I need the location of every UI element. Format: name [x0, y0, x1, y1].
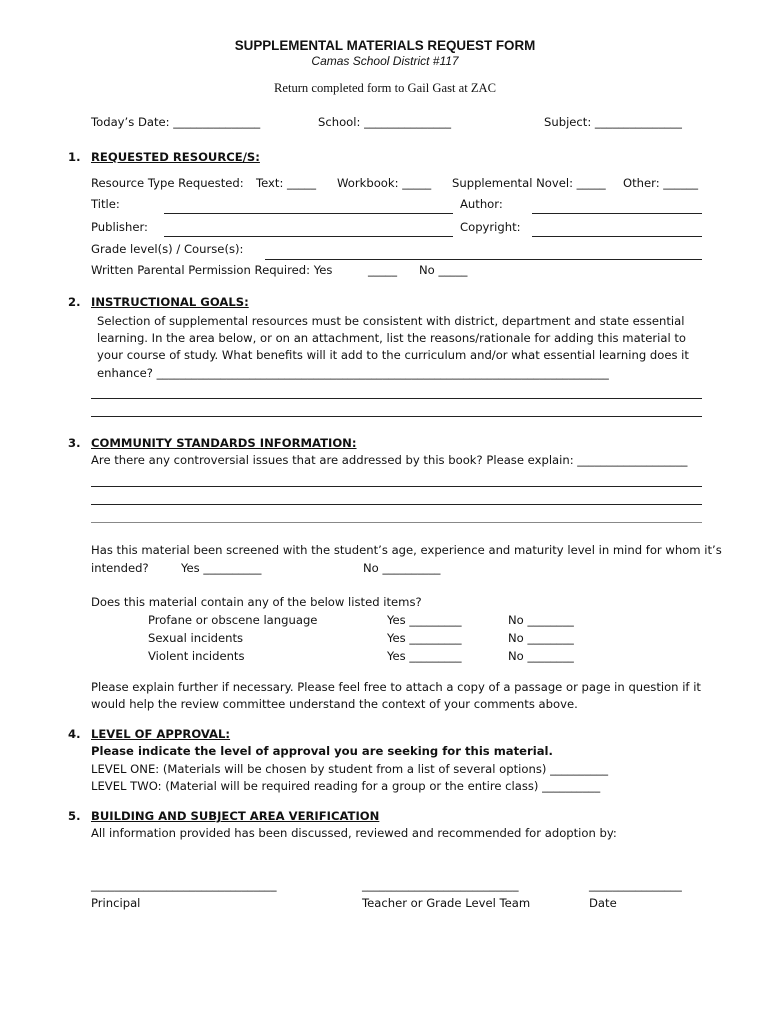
principal-signature-line[interactable]: ________________________________ — [91, 878, 277, 892]
permission-label: Written Parental Permission Required: Yes — [91, 263, 333, 277]
verification-statement: All information provided has been discussed, reviewed and recommended for adoption by: — [91, 826, 617, 840]
publisher-input-line[interactable] — [164, 236, 453, 237]
item-yes-field[interactable]: Yes _________ — [387, 649, 462, 663]
item-no-field[interactable]: No ________ — [508, 649, 574, 663]
school-field[interactable]: School: _______________ — [318, 115, 452, 129]
goals-text-line-3: your course of study. What benefits will it add to the curriculum and/or what essential learning does it — [97, 348, 689, 362]
goals-answer-line[interactable] — [91, 416, 702, 417]
goals-enhance-field[interactable]: enhance? ______________________________________________________________________________ — [97, 366, 609, 380]
controversial-question-field[interactable]: Are there any controversial issues that are addressed by this book? Please explain: ___________________ — [91, 453, 688, 467]
screened-intended-label: intended? — [91, 561, 149, 575]
item-label: Sexual incidents — [148, 631, 244, 645]
workbook-option-field[interactable]: Workbook: _____ — [337, 176, 432, 190]
date-signature-line[interactable]: ________________ — [589, 878, 682, 892]
district-name: Camas School District #117 — [311, 54, 459, 68]
item-label: Profane or obscene language — [148, 613, 318, 627]
date-field[interactable]: Today’s Date: _______________ — [91, 115, 261, 129]
section-2-number: 2. — [68, 295, 81, 309]
section-2-heading: INSTRUCTIONAL GOALS: — [91, 295, 249, 309]
goals-text-line-2: learning. In the area below, or on an attachment, list the reasons/rationale for adding this material to — [97, 331, 686, 345]
item-yes-field[interactable]: Yes _________ — [387, 613, 462, 627]
section-4-heading: LEVEL OF APPROVAL: — [91, 727, 231, 741]
text-option-field[interactable]: Text: _____ — [256, 176, 317, 190]
section-5-number: 5. — [68, 809, 81, 823]
contains-question: Does this material contain any of the below listed items? — [91, 595, 422, 609]
item-no-field[interactable]: No ________ — [508, 631, 574, 645]
principal-label: Principal — [91, 896, 141, 910]
title-input-line[interactable] — [164, 213, 453, 214]
screened-no-field[interactable]: No __________ — [363, 561, 441, 575]
author-input-line[interactable] — [532, 213, 702, 214]
screened-question: Has this material been screened with the student’s age, experience and maturity level in mind for whom it’s — [91, 543, 722, 557]
author-label: Author: — [460, 197, 503, 211]
controversial-answer-line[interactable] — [91, 522, 702, 523]
controversial-answer-line[interactable] — [91, 486, 702, 487]
grade-course-label: Grade level(s) / Course(s): — [91, 242, 244, 256]
goals-text-line-1: Selection of supplemental resources must be consistent with district, department and state essential — [97, 314, 685, 328]
section-1-heading: REQUESTED RESOURCE/S: — [91, 150, 260, 164]
date-label: Date — [589, 896, 617, 910]
level-one-field[interactable]: LEVEL ONE: (Materials will be chosen by student from a list of several options) __________ — [91, 762, 609, 776]
resource-type-label: Resource Type Requested: — [91, 176, 244, 190]
teacher-team-label: Teacher or Grade Level Team — [362, 896, 531, 910]
section-3-number: 3. — [68, 436, 81, 450]
novel-option-field[interactable]: Supplemental Novel: _____ — [452, 176, 606, 190]
explain-text-line-2: would help the review committee understand the context of your comments above. — [91, 697, 578, 711]
section-4-number: 4. — [68, 727, 81, 741]
screened-yes-field[interactable]: Yes __________ — [181, 561, 262, 575]
form-title: SUPPLEMENTAL MATERIALS REQUEST FORM — [234, 38, 536, 53]
section-3-heading: COMMUNITY STANDARDS INFORMATION: — [91, 436, 357, 450]
teacher-signature-line[interactable]: ___________________________ — [362, 878, 519, 892]
publisher-label: Publisher: — [91, 220, 148, 234]
section-1-number: 1. — [68, 150, 81, 164]
subject-field[interactable]: Subject: _______________ — [544, 115, 682, 129]
explain-text-line-1: Please explain further if necessary. Please feel free to attach a copy of a passage or page in question if it — [91, 680, 701, 694]
copyright-input-line[interactable] — [532, 236, 702, 237]
controversial-answer-line[interactable] — [91, 504, 702, 505]
return-note: Return completed form to Gail Gast at ZAC — [273, 81, 497, 95]
permission-yes-field[interactable]: _____ — [368, 263, 397, 277]
grade-course-input-line[interactable] — [265, 259, 702, 260]
title-label: Title: — [91, 197, 120, 211]
approval-instruction: Please indicate the level of approval you are seeking for this material. — [91, 744, 553, 758]
permission-no-field[interactable]: No _____ — [419, 263, 468, 277]
other-option-field[interactable]: Other: ______ — [623, 176, 699, 190]
item-label: Violent incidents — [148, 649, 245, 663]
copyright-label: Copyright: — [460, 220, 521, 234]
item-yes-field[interactable]: Yes _________ — [387, 631, 462, 645]
goals-answer-line[interactable] — [91, 398, 702, 399]
level-two-field[interactable]: LEVEL TWO: (Material will be required reading for a group or the entire class) __________ — [91, 779, 601, 793]
item-no-field[interactable]: No ________ — [508, 613, 574, 627]
section-5-heading: BUILDING AND SUBJECT AREA VERIFICATION — [91, 809, 380, 823]
